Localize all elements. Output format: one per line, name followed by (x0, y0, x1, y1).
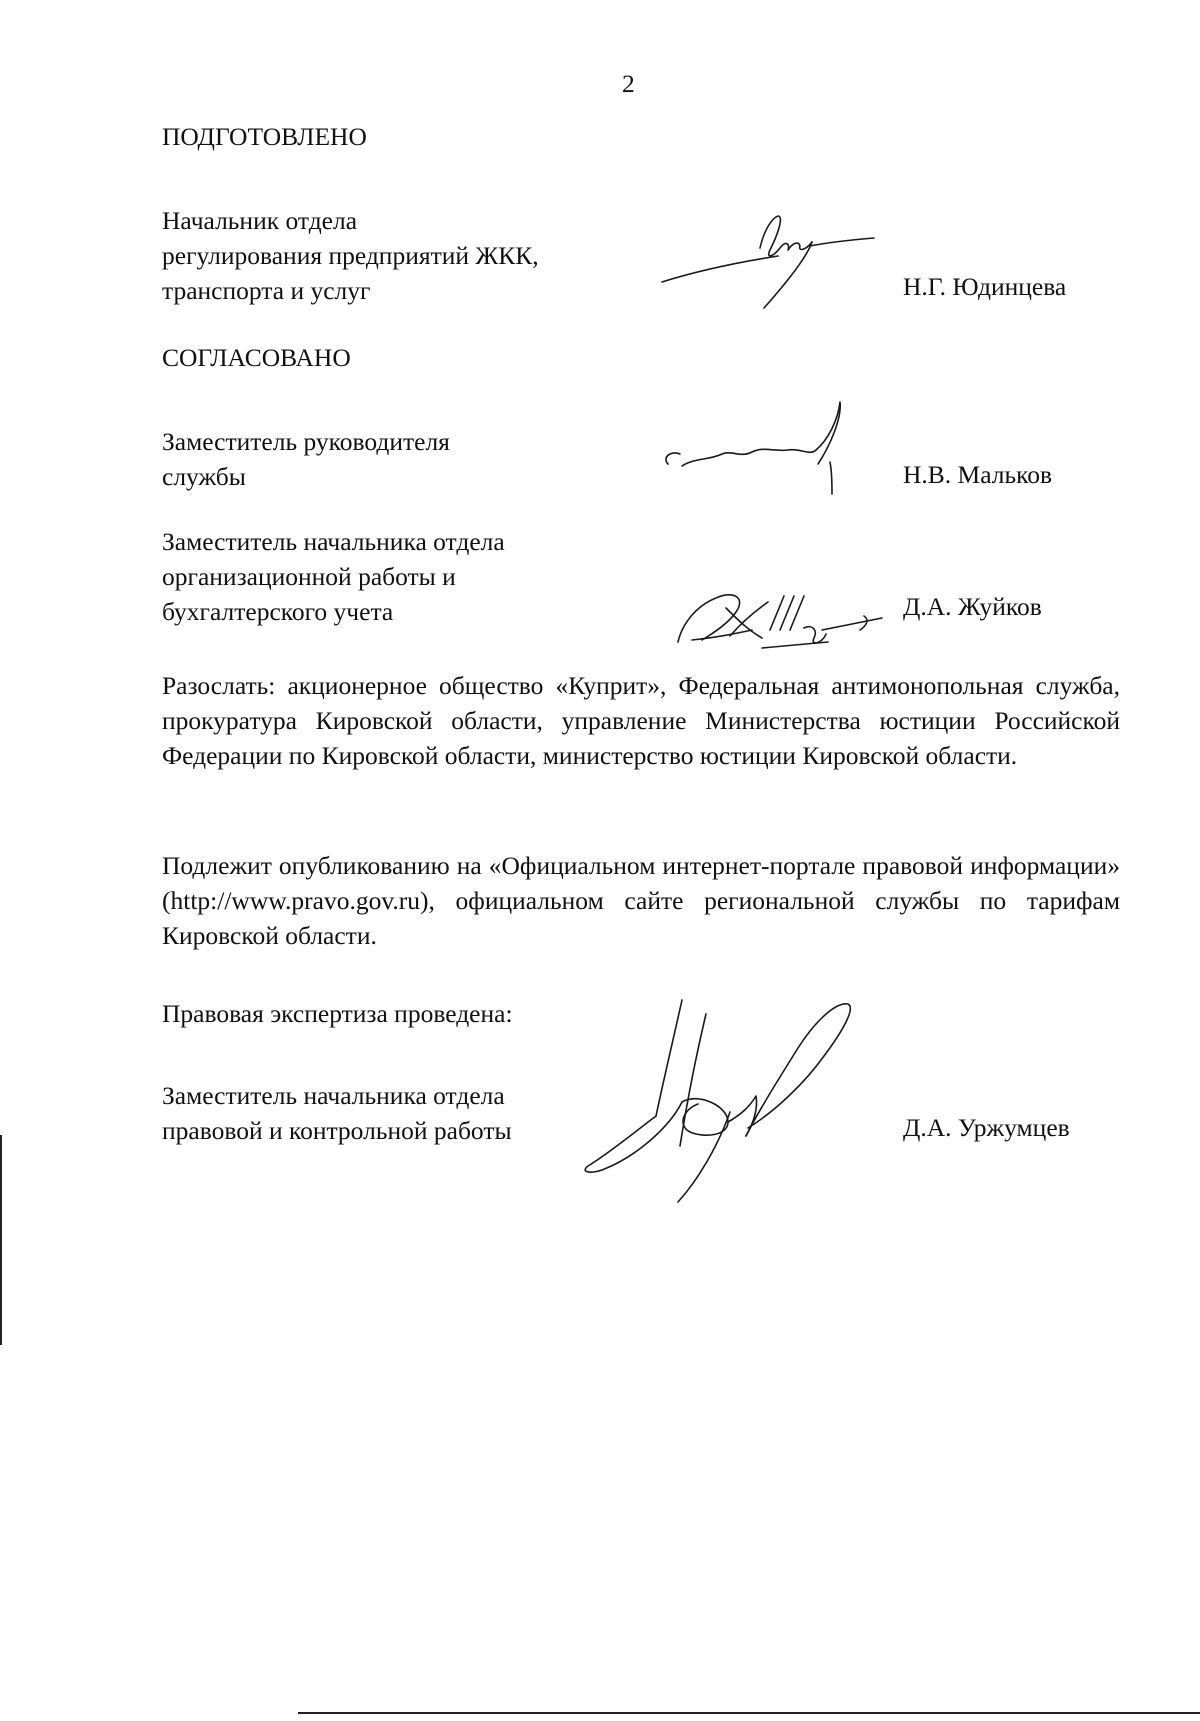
position-line: бухгалтерского учета (162, 597, 394, 626)
agreed-heading: СОГЛАСОВАНО (162, 343, 351, 372)
position-line: правовой и контрольной работы (162, 1116, 512, 1145)
legal-review-position (162, 1078, 512, 1148)
scan-edge-line (0, 1135, 2, 1345)
signature-malkov (660, 400, 870, 500)
distribution-paragraph: Разослать: акционерное общество «Куприт», Федеральная антимонопольная служба, прокуратура Кировской области, управление Министерства юстиции Российской Федерации по Кировской области, министерство юстиции Кировской области. (162, 671, 1120, 770)
position-line: Заместитель руководителя (162, 427, 450, 456)
signature-urzhumtsev (578, 996, 898, 1206)
position-line: регулирования предприятий ЖКК, (162, 241, 539, 270)
legal-review-heading: Правовая экспертиза проведена: (162, 999, 513, 1028)
signature-yudintseva (660, 210, 880, 320)
prepared-heading: ПОДГОТОВЛЕНО (162, 122, 367, 151)
scan-bottom-line (298, 1712, 1200, 1714)
position-line: организационной работы и (162, 562, 456, 591)
agreed-signer-2-position (162, 524, 505, 629)
prepared-name: Н.Г. Юдинцева (903, 272, 1067, 301)
position-line: службы (162, 462, 246, 491)
legal-review-name: Д.А. Уржумцев (903, 1113, 1070, 1142)
position-line: Заместитель начальника отдела (162, 1081, 505, 1110)
position-line: Начальник отдела (162, 206, 358, 235)
prepared-position (162, 203, 539, 308)
agreed-signer-1-name: Н.В. Мальков (903, 460, 1053, 489)
page-number: 2 (622, 69, 635, 98)
position-line: транспорта и услуг (162, 276, 371, 305)
agreed-signer-1-position (162, 424, 450, 494)
publication-paragraph: Подлежит опубликованию на «Официальном интернет-портале правовой информации» (http://www.pravo.gov.ru), официальном сайте региональной службы по тарифам Кировской области. (162, 851, 1120, 950)
agreed-signer-2-name: Д.А. Жуйков (903, 592, 1042, 621)
signature-zhuikov (672, 568, 892, 658)
position-line: Заместитель начальника отдела (162, 527, 505, 556)
